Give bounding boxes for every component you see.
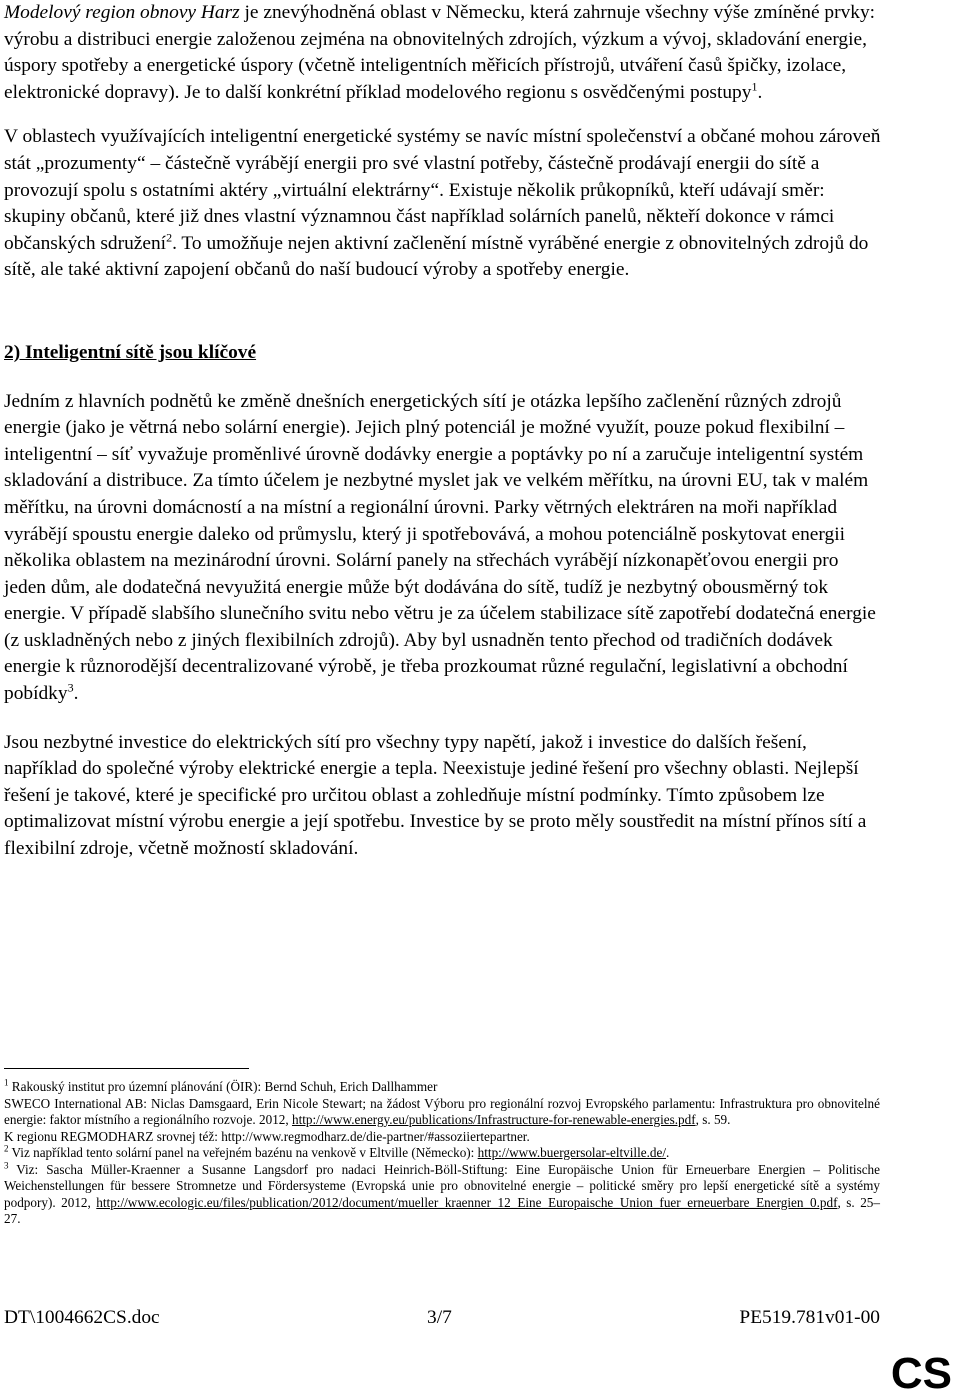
footnote-ref-3[interactable]: 3: [67, 680, 74, 695]
document-page: [4, 0, 882, 863]
smart-grids-end: .: [73, 683, 79, 705]
footnote-1-end: , s. 59.: [695, 1112, 731, 1127]
footnote-1-line-3: K regionu REGMODHARZ srovnej též: http://www.regmodharz.de/die-partner/#assoziiertepartner.: [4, 1128, 530, 1144]
paragraph-investment: Jsou nezbytné investice do elektrických sítí pro všechny typy napětí, jakož i investice do dalších řešení, například do společné výroby elektrické energie a tepla. Neexistuje jediné řešení pro všechny oblasti. Nejlepší řešení je takové, které je specifické pro určitou oblast a zohledňuje místní podmínky. Tímto způsobem lze optimalizovat místní výrobu energie a její spotřebu. Investice by se proto měly soustředit na místní přínos sítí a flexibilní zdroje, včetně možností skladování.: [4, 731, 867, 860]
footer-pe-ref: PE519.781v01-00: [739, 1307, 880, 1328]
footnote-3-link[interactable]: http://www.ecologic.eu/files/publication/2012/document/mueller_kraenner_12_Eine_Europaische_Union_fuer_erneuerbare_Energien_0.pdf: [96, 1194, 838, 1210]
footnote-1-line-1: [4, 1079, 880, 1096]
footnote-1-text: Rakouský institut pro územní plánování (ÖIR): Bernd Schuh, Erich Dallhammer: [8, 1079, 438, 1094]
footnote-2-end: .: [666, 1145, 670, 1160]
section-heading: 2) Inteligentní sítě jsou klíčové: [4, 341, 257, 363]
footer-page-number: 3/7: [427, 1307, 452, 1328]
paragraph-harz: [4, 0, 882, 106]
footnote-ref-2[interactable]: 2: [166, 230, 173, 245]
page-footer: [4, 1306, 880, 1330]
footnote-1-sweco: SWECO International AB: Niclas Damsgaard, Erin Nicole Stewart; na žádost Výboru pro regionální rozvoj Evropského parlamentu: Infrastruktura pro obnovitelné energie: faktor místního a regionálního rozvoje. 2012,: [4, 1095, 880, 1127]
paragraph-prosumers: [4, 124, 882, 284]
footnote-1-line-2: [4, 1096, 880, 1129]
footnote-2: [4, 1145, 880, 1162]
footnote-3-end: , s. 25–27.: [4, 1194, 880, 1226]
footnote-3-text: Viz: Sascha Müller-Kraenner a Susanne Langsdorf pro nadaci Heinrich-Böll-Stiftung: Eine Europäische Union für Erneuerbare Energien – Politische Weichenstellungen für bessere Stromnetze und Fördersysteme (Evropská unie pro obnovitelné energie – politické směry pro lepší energetické sítě a systémy podpory). 2012,: [4, 1161, 880, 1210]
footnote-3: [4, 1162, 880, 1228]
footnote-2-number: 2: [4, 1143, 9, 1154]
prosumers-text: V oblastech využívajících inteligentní energetické systémy se navíc místní společenství a občané mohou zároveň stát „prozumenty“ – částečně vyrábějí energii pro své vlastní potřeby, částečně prodávají energii do sítě a provozují spolu s ostatními aktéry „virtuální elektrárny“. Existuje několik průkopníků, kteří udávají směr: skupiny občanů, které již dnes vlastní významnou část například solárních panelů, někteří dokonce v rámci občanských sdružení: [4, 126, 881, 254]
footnote-2-link[interactable]: http://www.buergersolar-eltville.de/: [477, 1145, 666, 1160]
harz-text: je znevýhodněná oblast v Německu, která zahrnuje všechny výše zmíněné prvky: výrobu a distribuci energie založenou zejména na obnovitelných zdrojích, výzkum a vývoj, skladování energie, úspory spotřeby a energetické úspory (včetně inteligentních měřicích přístrojů, utváření časů špičky, izolace, elektronické dopravy). Je to další konkrétní příklad modelového regionu s osvědčenými postupy: [4, 2, 876, 103]
language-code: CS: [890, 1349, 952, 1398]
smart-grids-text: Jedním z hlavních podnětů ke změně dnešních energetických sítí je otázka lepšího začlenění různých zdrojů energie (jako je větrná nebo solární energie). Jejich plný potenciál je možné využít, pouze pokud flexibilní – inteligentní – síť vyvažuje proměnlivé úrovně dodávky energie a poptávky po ní a zaručuje inteligentní systém skladování a distribuce. Za tímto účelem je nezbytné myslet jak ve velkém měřítku, na úrovni EU, tak v malém měřítku, na úrovni domácností a na místní a regionální úrovni. Parky větrných elektráren na moři například vyrábějí spoustu energie daleko od průmyslu, který ji spotřebovává, a mohou potenciálně poskytovat energii několika oblastem na mezinárodní úrovni. Solární panely na střechách vyrábějí nízkonapěťovou energii pro jeden dům, ale dodatečná nevyužitá energie může být dodávána do sítě, tudíž je nezbytný obousměrný tok energie. V případě slabšího slunečního svitu nebo větru je za účelem stabilizace sítě zapotřebí dodatečná energie (z uskladněných nebo z jiných flexibilních zdrojů). Aby byl usnadněn tento přechod od tradičních dodávek energie k různorodější decentralizované výrobě, je třeba prozkoumat různé regulační, legislativní a obchodní pobídky: [4, 390, 876, 705]
footnote-1-link[interactable]: http://www.energy.eu/publications/Infrastructure-for-renewable-energies.pdf: [291, 1112, 696, 1127]
footnotes: [4, 1068, 880, 1228]
paragraph-smart-grids: [4, 389, 882, 708]
footnote-rule: [4, 1068, 249, 1069]
footer-doc-id: DT\1004662CS.doc: [4, 1307, 160, 1328]
prosumers-text-2: . To umožňuje nejen aktivní začlenění místně vyráběné energie z obnovitelných zdrojů do sítě, ale také aktivní zapojení občanů do naší budoucí výroby a spotřeby energie.: [4, 232, 869, 281]
footnote-3-number: 3: [4, 1160, 9, 1171]
footnote-ref-1[interactable]: 1: [751, 79, 758, 94]
footnote-1-number: 1: [4, 1077, 9, 1088]
footnote-2-text: Viz například tento solární panel na veřejném bazénu na venkově v Eltville (Německo):: [8, 1145, 478, 1160]
harz-end: .: [757, 81, 763, 103]
harz-italic-lead: Modelový region obnovy Harz: [4, 2, 240, 23]
